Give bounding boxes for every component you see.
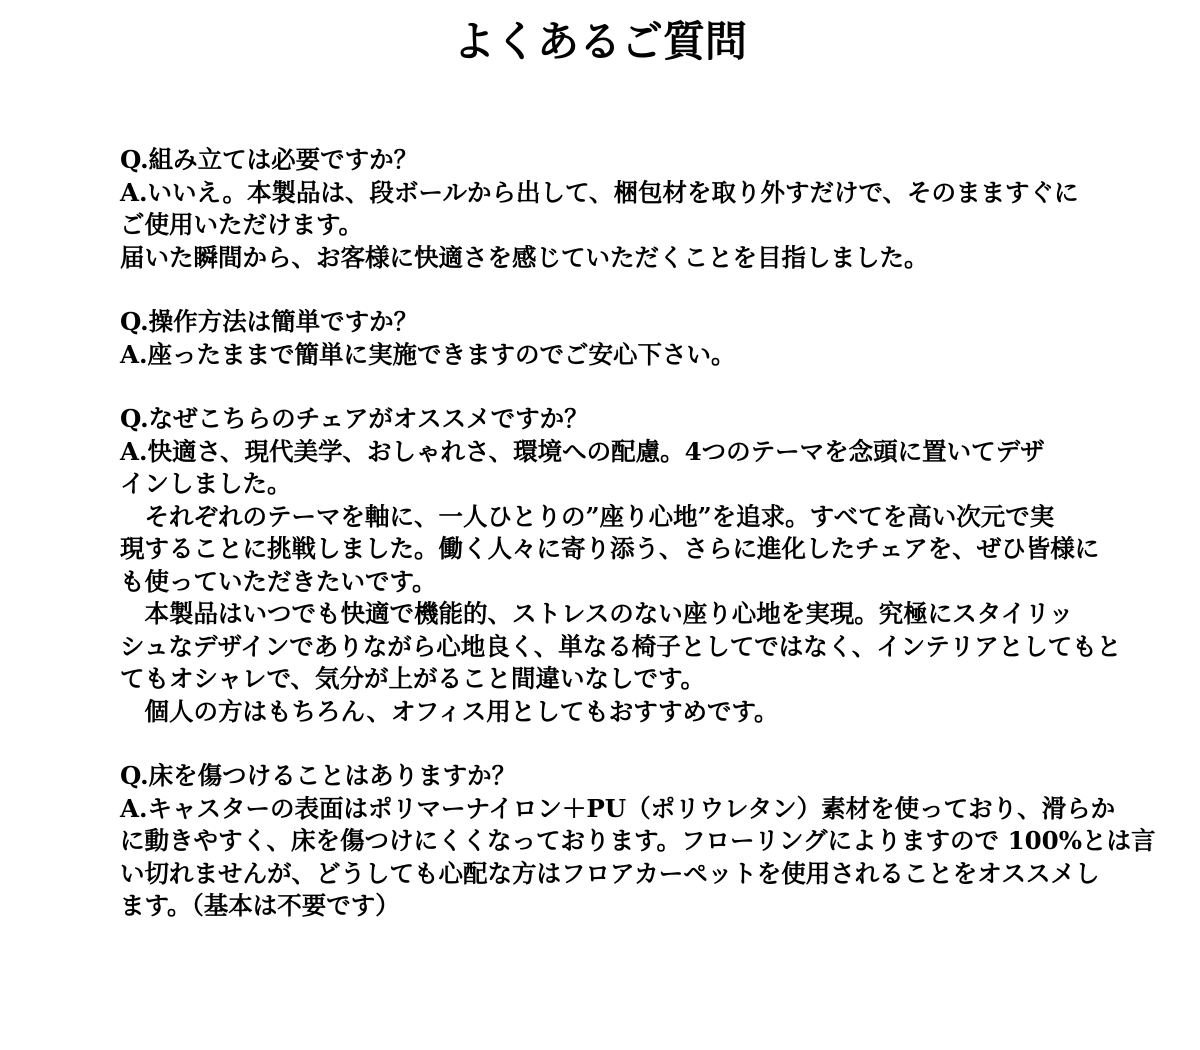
faq-question: Q.組み立ては必要ですか？: [120, 145, 419, 174]
faq-list: [120, 144, 1156, 955]
faq-question: Q.床を傷つけることはありますか？: [120, 761, 517, 790]
faq-answer-line: A.座ったままで簡単に実施できますのでご安心下さい。: [120, 339, 736, 369]
faq-answer-line: A.キャスターの表面はポリマーナイロン＋PU（ポリウレタン）素材を使っており、滑らか: [120, 793, 1116, 823]
faq-item: [120, 144, 1090, 274]
faq-answer-line: ご使用いただけます。: [120, 210, 364, 239]
faq-answer-line: シュなデザインでありながら心地良く、単なる椅子としてではなく、インテリアとしてもと: [120, 631, 1122, 661]
faq-answer-line: 届いた瞬間から、お客様に快適さを感じていただくことを目指しました。: [120, 242, 929, 272]
faq-answer-line: てもオシャレで、気分が上がること間違いなしです。: [120, 664, 706, 693]
faq-answer-line: A.快適さ、現代美学、おしゃれさ、環境への配慮。4つのテーマを念頭に置いてデザ: [120, 436, 1045, 466]
faq-answer-line: 現することに挑戦しました。働く人々に寄り添う、さらに進化したチェアを、ぜひ皆様に: [120, 534, 1100, 563]
faq-answer-line: A.いいえ。本製品は、段ボールから出して、梱包材を取り外すだけで、そのまますぐに: [120, 177, 1079, 207]
faq-answer-line: い切れませんが、どうしても心配な方はフロアカーペットを使用されることをオススメし: [120, 858, 1100, 888]
faq-answer-line: も使っていただきたいです。: [120, 566, 437, 596]
faq-item: [120, 760, 1156, 923]
faq-answer-line: ます。（基本は不要です）: [120, 891, 400, 920]
faq-answer-line: インしました。: [120, 469, 292, 498]
faq-question: Q.操作方法は簡単ですか？: [120, 307, 419, 336]
faq-answer-line: それぞれのテーマを軸に、一人ひとりの”座り心地”を追求。すべてを高い次元で実: [120, 501, 1055, 531]
faq-item: [120, 403, 1122, 728]
faq-question: Q.なぜこちらのチェアがオススメですか？: [120, 404, 589, 433]
faq-answer-line: に動きやすく、床を傷つけにくくなっております。フローリングによりますので 100%とは言: [120, 826, 1156, 855]
faq-item: [120, 306, 1090, 371]
page-title: よくあるご質問: [452, 17, 747, 66]
faq-answer-line: 本製品はいつでも快適で機能的、ストレスのない座り心地を実現。究極にスタイリッ: [120, 599, 1074, 628]
faq-answer-line: 個人の方はもちろん、オフィス用としてもおすすめです。: [120, 696, 779, 726]
